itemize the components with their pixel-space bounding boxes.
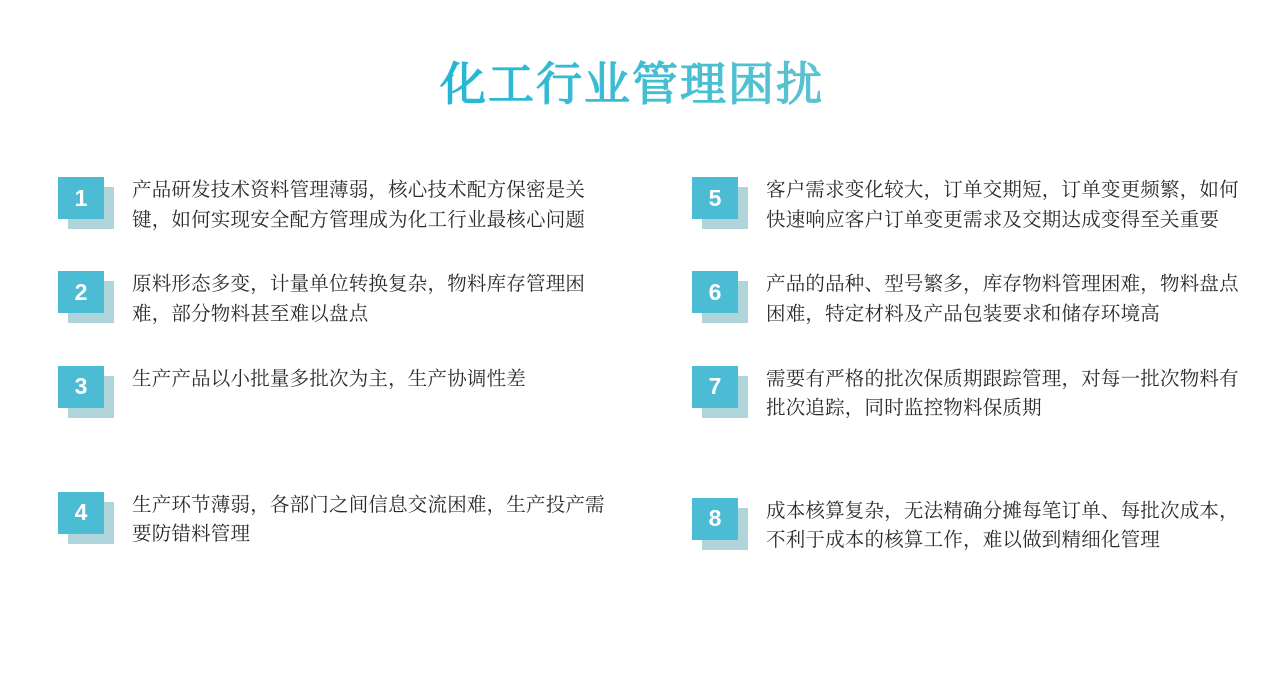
spacer	[58, 452, 614, 490]
badge-number: 2	[58, 271, 104, 313]
left-column	[0, 175, 632, 590]
list-item	[58, 364, 614, 418]
number-badge	[692, 271, 748, 323]
badge-number: 5	[692, 177, 738, 219]
number-badge	[58, 271, 114, 323]
list-item-text: 客户需求变化较大，订单交期短，订单变更频繁，如何快速响应客户订单变更需求及交期达成变得至关重要	[766, 179, 1239, 231]
page-title: 化工行业管理困扰	[0, 0, 1264, 114]
list-item-text: 生产环节薄弱，各部门之间信息交流困难，生产投产需要防错料管理	[132, 493, 605, 546]
badge-number: 1	[58, 177, 104, 219]
right-column	[632, 175, 1264, 590]
list-item-text: 原料形态多变，计量单位转换复杂，物料库存管理困难，部分物料甚至难以盘点	[132, 273, 586, 325]
number-badge	[58, 366, 114, 418]
list-item	[58, 175, 614, 235]
number-badge	[692, 498, 748, 550]
number-badge	[692, 366, 748, 418]
badge-number: 4	[58, 492, 104, 534]
list-item-text: 产品研发技术资料管理薄弱，核心技术配方保密是关键，如何实现安全配方管理成为化工行业最核心问题	[132, 179, 586, 231]
list-item-text: 生产产品以小批量多批次为主，生产协调性差	[132, 367, 527, 390]
number-badge	[58, 177, 114, 229]
number-badge	[58, 492, 114, 544]
list-item	[692, 496, 1240, 556]
list-item	[692, 364, 1240, 424]
badge-number: 7	[692, 366, 738, 408]
list-item	[58, 269, 614, 329]
badge-number: 8	[692, 498, 738, 540]
number-badge	[692, 177, 748, 229]
spacer	[692, 458, 1240, 496]
content-columns	[0, 175, 1264, 590]
list-item	[692, 269, 1240, 329]
list-item	[58, 490, 614, 550]
badge-number: 3	[58, 366, 104, 408]
list-item-text: 成本核算复杂，无法精确分摊每笔订单、每批次成本，不利于成本的核算工作，难以做到精细化管理	[766, 499, 1239, 552]
list-item-text: 需要有严格的批次保质期跟踪管理，对每一批次物料有批次追踪，同时监控物料保质期	[766, 367, 1239, 420]
list-item	[692, 175, 1240, 235]
list-item-text: 产品的品种、型号繁多，库存物料管理困难，物料盘点困难，特定材料及产品包装要求和储存环境高	[766, 273, 1239, 325]
badge-number: 6	[692, 271, 738, 313]
